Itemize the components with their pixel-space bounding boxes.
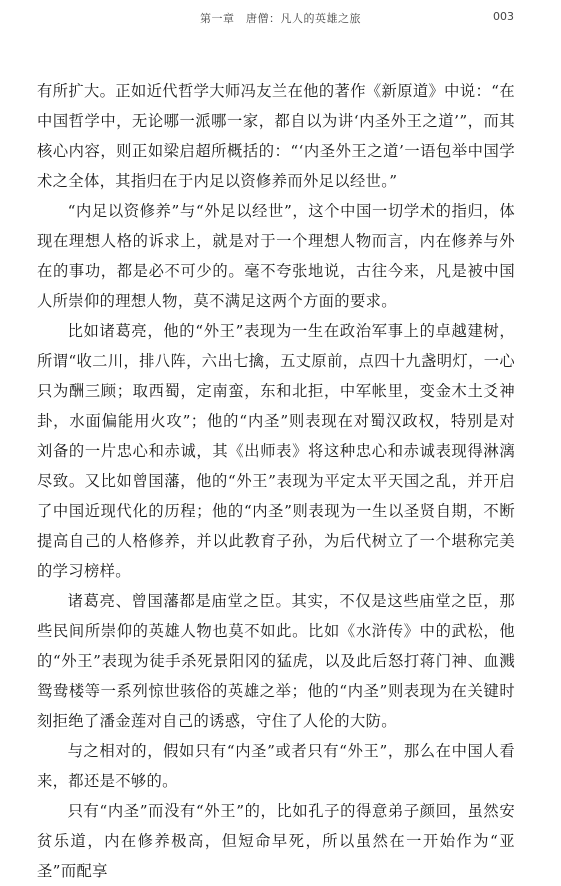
page-number: 003 <box>493 10 514 23</box>
paragraph: 诸葛亮、曾国藩都是庙堂之臣。其实，不仅是这些庙堂之臣，那些民间所崇仰的英雄人物也莫不如此。比如《水浒传》中的武松，他的“外王”表现为徒手杀死景阳冈的猛虎，以及此后怒打蒋门神、血溅鸳鸯楼等一系列惊世骇俗的英雄之举；他的“内圣”则表现为在关键时刻拒绝了潘金莲对自己的诱惑，守住了人伦的大防。 <box>37 592 515 730</box>
paragraph: 与之相对的，假如只有“内圣”或者只有“外王”，那么在中国人看来，都还是不够的。 <box>37 742 515 790</box>
paragraph: 比如诸葛亮，他的“外王”表现为一生在政治军事上的卓越建树，所谓“收二川，排八阵，六出七擒，五丈原前，点四十九盏明灯，一心只为酬三顾；取西蜀，定南蛮，东和北拒，中军帐里，变金木土爻神卦，水面偏能用火攻”；他的“内圣”则表现在对蜀汉政权，特别是对刘备的一片忠心和赤诚，其《出师表》将这种忠心和赤诚表现得淋漓尽致。又比如曾国藩，他的“外王”表现为平定太平天国之乱，并开启了中国近现代化的历程；他的“内圣”则表现为一生以圣贤自期，不断提高自己的人格修养，并以此教育子孙，为后代树立了一个堪称完美的学习榜样。 <box>37 322 515 580</box>
paragraph: 有所扩大。正如近代哲学大师冯友兰在他的著作《新原道》中说：“在中国哲学中，无论哪一派哪一家，都自以为讲‘内圣外王之道’”，而其核心内容，则正如梁启超所概括的：“‘内圣外王之道’一语包举中国学术之全体，其指归在于内足以资修养而外足以经世。” <box>37 82 515 190</box>
page-body <box>37 76 515 886</box>
page-header <box>0 10 561 28</box>
chapter-title: 第一章 唐僧：凡人的英雄之旅 <box>200 12 361 25</box>
paragraph: 只有“内圣”而没有“外王”的，比如孔子的得意弟子颜回，虽然安贫乐道，内在修养极高，但短命早死，所以虽然在一开始作为“亚圣”而配享 <box>37 802 515 880</box>
paragraph: “内足以资修养”与“外足以经世”，这个中国一切学术的指归，体现在理想人格的诉求上，就是对于一个理想人物而言，内在修养与外在的事功，都是必不可少的。毫不夸张地说，古往今来，凡是被中国人所崇仰的理想人物，莫不满足这两个方面的要求。 <box>37 202 515 310</box>
